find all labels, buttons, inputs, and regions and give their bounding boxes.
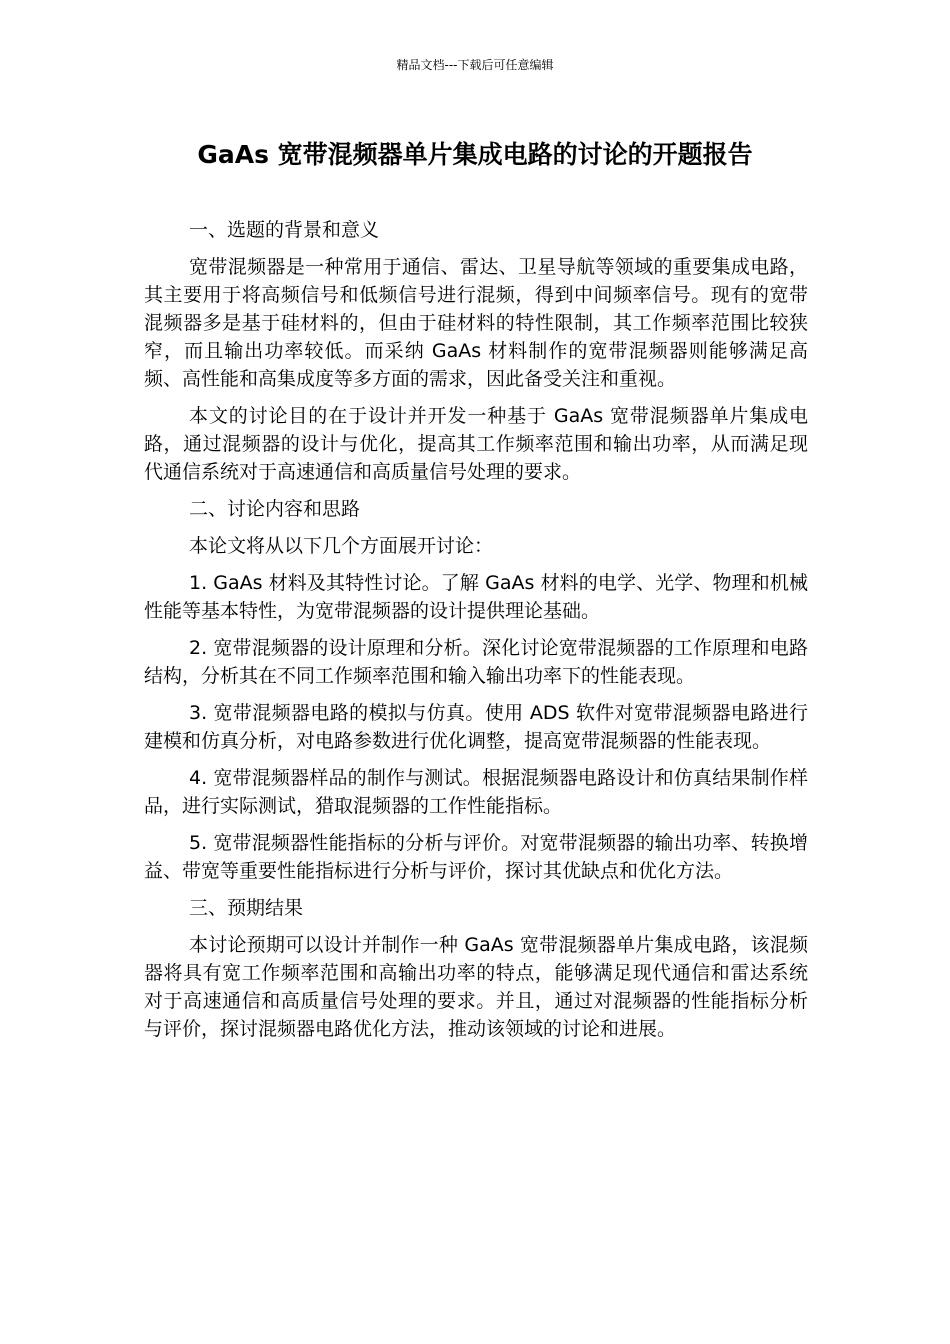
paragraph-expected-results: 本讨论预期可以设计并制作一种 GaAs 宽带混频器单片集成电路，该混频器将具有宽工作频率范围和高输出功率的特点，能够满足现代通信和雷达系统对于高速通信和高质量信号处理的要求。并且，通过对混频器的性能指标分析与评价，探讨混频器电路优化方法，推动该领域的讨论和进展。 bbox=[144, 934, 808, 1040]
list-item-4: 4. 宽带混频器样品的制作与测试。根据混频器电路设计和仿真结果制作样品，进行实际测试，猎取混频器的工作性能指标。 bbox=[144, 767, 808, 817]
header-note: 精品文档---下载后可任意编辑 bbox=[396, 58, 554, 72]
list-item-1: 1. GaAs 材料及其特性讨论。了解 GaAs 材料的电学、光学、物理和机械性能等基本特性，为宽带混频器的设计提供理论基础。 bbox=[144, 572, 808, 622]
paragraph-background: 宽带混频器是一种常用于通信、雷达、卫星导航等领域的重要集成电路，其主要用于将高频信号和低频信号进行混频，得到中间频率信号。现有的宽带混频器多是基于硅材料的，但由于硅材料的特性限制，其工作频率范围比较狭窄，而且输出功率较低。而采纳 GaAs 材料制作的宽带混频器则能够满足高频、高性能和高集成度等多方面的需求，因此备受关注和重视。 bbox=[144, 256, 808, 390]
section-heading-content: 二、讨论内容和思路 bbox=[189, 498, 361, 520]
section-heading-expected-results: 三、预期结果 bbox=[189, 897, 304, 919]
section-heading-background: 一、选题的背景和意义 bbox=[189, 219, 380, 241]
list-item-5: 5. 宽带混频器性能指标的分析与评价。对宽带混频器的输出功率、转换增益、带宽等重要性能指标进行分析与评价，探讨其优缺点和优化方法。 bbox=[144, 832, 808, 882]
paragraph-content-intro: 本论文将从以下几个方面展开讨论： bbox=[189, 535, 494, 557]
list-item-2: 2. 宽带混频器的设计原理和分析。深化讨论宽带混频器的工作原理和电路结构，分析其在不同工作频率范围和输入输出功率下的性能表现。 bbox=[144, 637, 808, 687]
list-item-3: 3. 宽带混频器电路的模拟与仿真。使用 ADS 软件对宽带混频器电路进行建模和仿真分析，对电路参数进行优化调整，提高宽带混频器的性能表现。 bbox=[144, 702, 808, 752]
document-title: GaAs 宽带混频器单片集成电路的讨论的开题报告 bbox=[197, 140, 753, 169]
document-body bbox=[144, 216, 808, 1052]
paragraph-purpose: 本文的讨论目的在于设计并开发一种基于 GaAs 宽带混频器单片集成电路，通过混频器的设计与优化，提高其工作频率范围和输出功率，从而满足现代通信系统对于高速通信和高质量信号处理的要求。 bbox=[144, 405, 808, 483]
